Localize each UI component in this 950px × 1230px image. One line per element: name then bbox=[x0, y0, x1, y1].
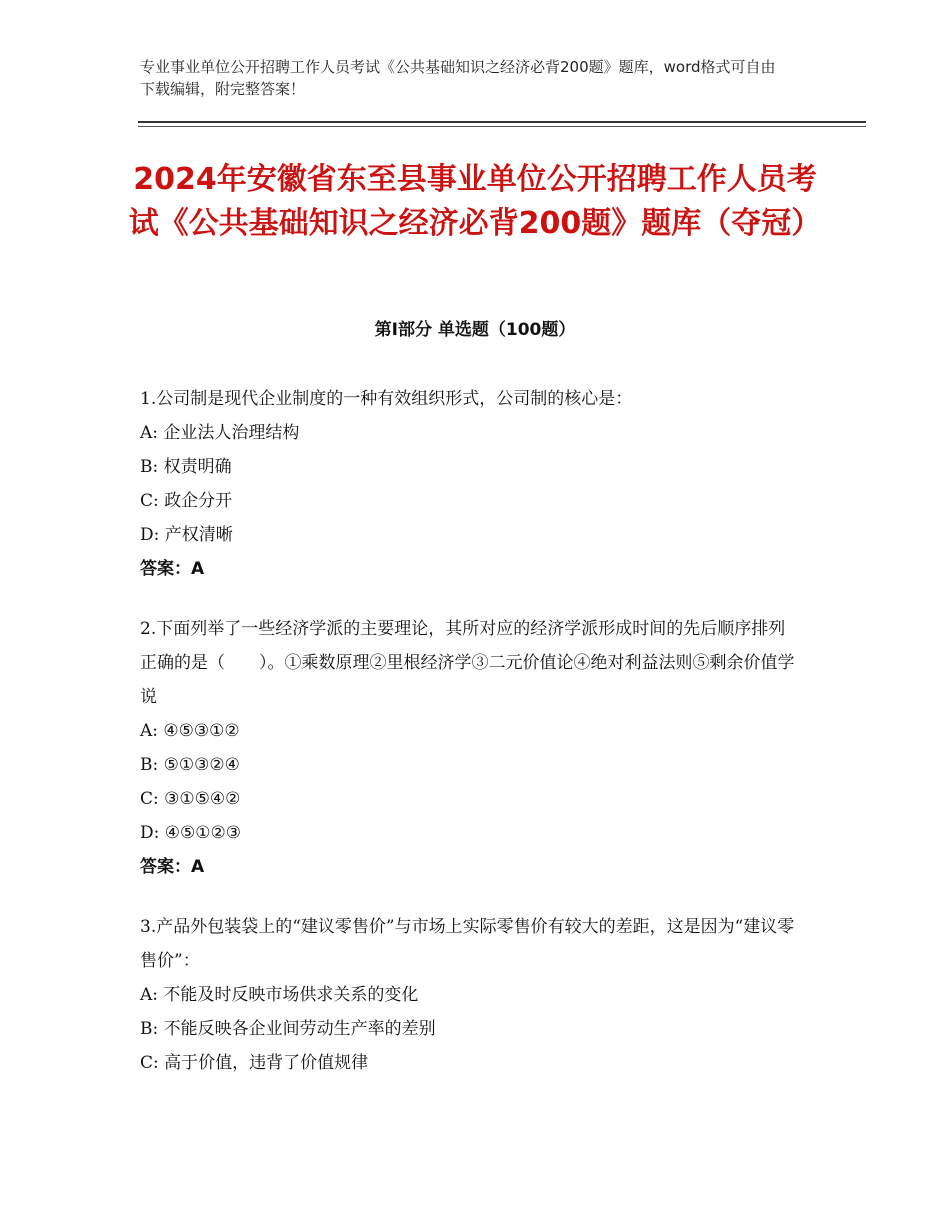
header-rule-thin bbox=[138, 126, 866, 127]
option-b: B: 不能反映各企业间劳动生产率的差别 bbox=[140, 1019, 436, 1039]
option-a: A: ④⑤③①② bbox=[140, 721, 240, 741]
document-title: 2024年安徽省东至县事业单位公开招聘工作人员考试《公共基础知识之经济必背200题》题库（夺冠） bbox=[128, 162, 822, 241]
option-b: B: ⑤①③②④ bbox=[140, 755, 240, 775]
option-d: D: 产权清晰 bbox=[140, 525, 233, 545]
question-1 bbox=[140, 382, 800, 586]
question-3 bbox=[140, 910, 800, 1080]
question-2 bbox=[140, 612, 800, 884]
question-list bbox=[140, 382, 800, 1106]
answer: 答案：A bbox=[140, 857, 205, 877]
option-a: A: 不能及时反映市场供求关系的变化 bbox=[140, 985, 419, 1005]
option-c: C: 高于价值，违背了价值规律 bbox=[140, 1053, 369, 1073]
option-c: C: ③①⑤④② bbox=[140, 789, 241, 809]
question-stem: 3.产品外包装袋上的“建议零售价”与市场上实际零售价有较大的差距，这是因为“建议零售价”： bbox=[140, 917, 795, 971]
question-stem: 2.下面列举了一些经济学派的主要理论，其所对应的经济学派形成时间的先后顺序排列正确的是（ ）。①乘数原理②里根经济学③二元价值论④绝对利益法则⑤剩余价值学说 bbox=[140, 619, 795, 707]
option-c: C: 政企分开 bbox=[140, 491, 233, 511]
answer: 答案：A bbox=[140, 559, 205, 579]
question-stem: 1.公司制是现代企业制度的一种有效组织形式，公司制的核心是： bbox=[140, 389, 633, 409]
header-rule-thick bbox=[138, 121, 866, 123]
option-d: D: ④⑤①②③ bbox=[140, 823, 241, 843]
option-b: B: 权责明确 bbox=[140, 457, 232, 477]
header-note: 专业事业单位公开招聘工作人员考试《公共基础知识之经济必背200题》题库，word格式可自由下载编辑，附完整答案！ bbox=[140, 58, 776, 98]
section-heading: 第Ⅰ部分 单选题（100题） bbox=[374, 320, 576, 340]
option-a: A: 企业法人治理结构 bbox=[140, 423, 300, 443]
